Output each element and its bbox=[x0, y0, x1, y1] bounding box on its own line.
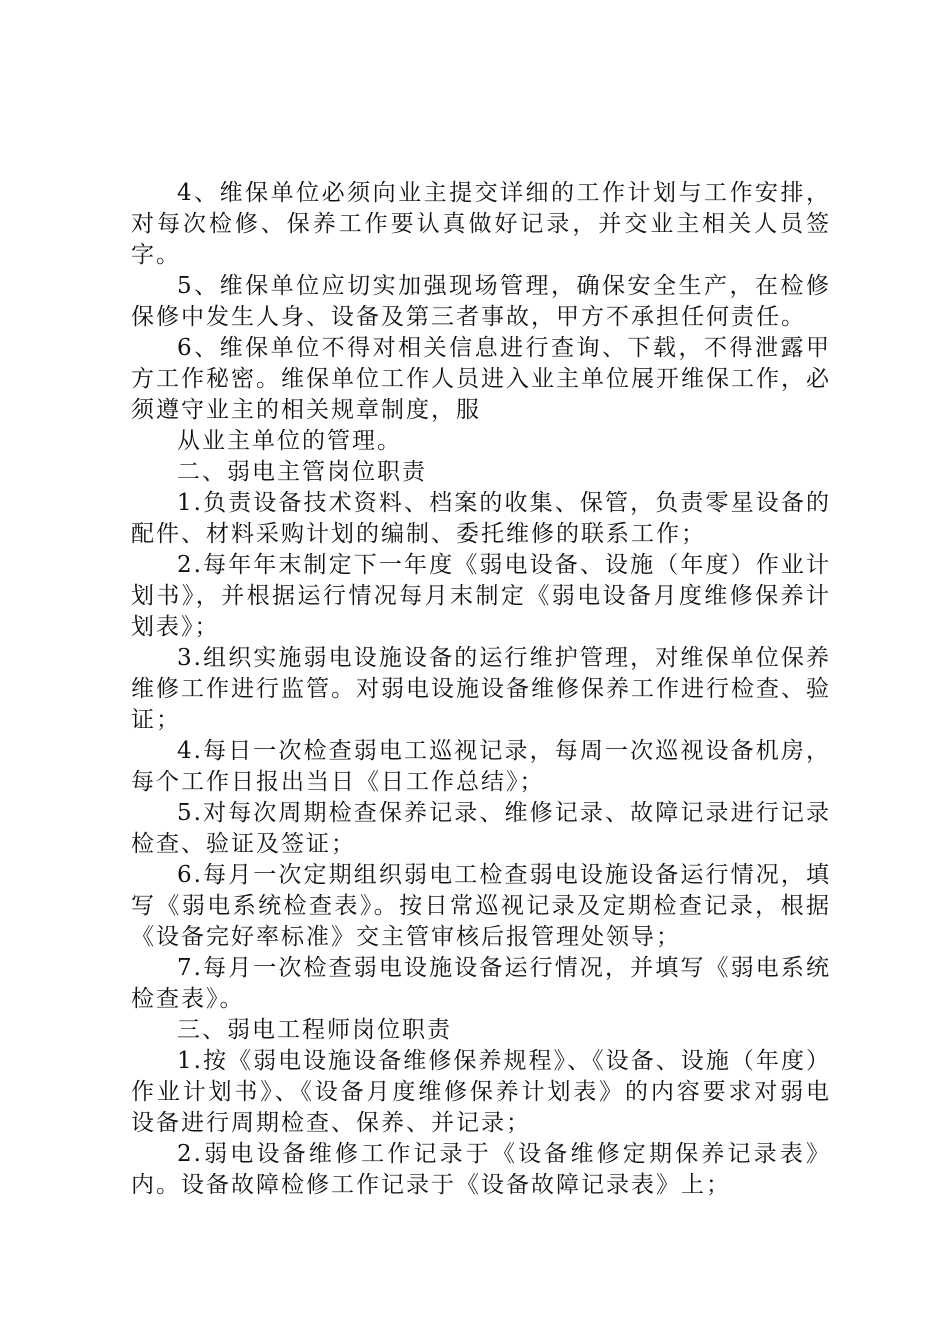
section-heading-supervisor: 二、弱电主管岗位职责 bbox=[177, 459, 427, 485]
supervisor-duty-6: 6.每月一次定期组织弱电工检查弱电设施设备运行情况，填写《弱电系统检查表》。按日常巡视记录及定期检查记录，根据《设备完好率标准》交主管审核后报管理处领导； bbox=[131, 862, 831, 950]
paragraph-item-6: 6、维保单位不得对相关信息进行查询、下载，不得泄露甲方工作秘密。维保单位工作人员进入业主单位展开维保工作，必须遵守业主的相关规章制度，服 bbox=[131, 335, 831, 423]
document-body bbox=[131, 178, 831, 1201]
engineer-duty-1: 1.按《弱电设施设备维修保养规程》、《设备、设施（年度）作业计划书》、《设备月度维修保养计划表》的内容要求对弱电设备进行周期检查、保养、并记录； bbox=[131, 1048, 831, 1136]
paragraph-item-5: 5、维保单位应切实加强现场管理，确保安全生产，在检修保修中发生人身、设备及第三者事故，甲方不承担任何责任。 bbox=[131, 273, 831, 330]
paragraph-item-4: 4、维保单位必须向业主提交详细的工作计划与工作安排，对每次检修、保养工作要认真做好记录，并交业主相关人员签字。 bbox=[131, 180, 831, 268]
paragraph-continuation: 从业主单位的管理。 bbox=[177, 428, 402, 454]
engineer-duty-2: 2.弱电设备维修工作记录于《设备维修定期保养记录表》内。设备故障检修工作记录于《设备故障记录表》上； bbox=[131, 1141, 831, 1198]
section-heading-engineer: 三、弱电工程师岗位职责 bbox=[177, 1017, 452, 1043]
supervisor-duty-2: 2.每年年末制定下一年度《弱电设备、设施（年度）作业计划书》，并根据运行情况每月末制定《弱电设备月度维修保养计划表》； bbox=[131, 552, 831, 640]
supervisor-duty-3: 3.组织实施弱电设施设备的运行维护管理，对维保单位保养维修工作进行监管。对弱电设施设备维修保养工作进行检查、验证； bbox=[131, 645, 831, 733]
supervisor-duty-4: 4.每日一次检查弱电工巡视记录，每周一次巡视设备机房，每个工作日报出当日《日工作总结》； bbox=[131, 738, 831, 795]
supervisor-duty-5: 5.对每次周期检查保养记录、维修记录、故障记录进行记录检查、验证及签证； bbox=[131, 800, 831, 857]
supervisor-duty-1: 1.负责设备技术资料、档案的收集、保管，负责零星设备的配件、材料采购计划的编制、委托维修的联系工作； bbox=[131, 490, 831, 547]
supervisor-duty-7: 7.每月一次检查弱电设施设备运行情况，并填写《弱电系统检查表》。 bbox=[131, 955, 831, 1012]
